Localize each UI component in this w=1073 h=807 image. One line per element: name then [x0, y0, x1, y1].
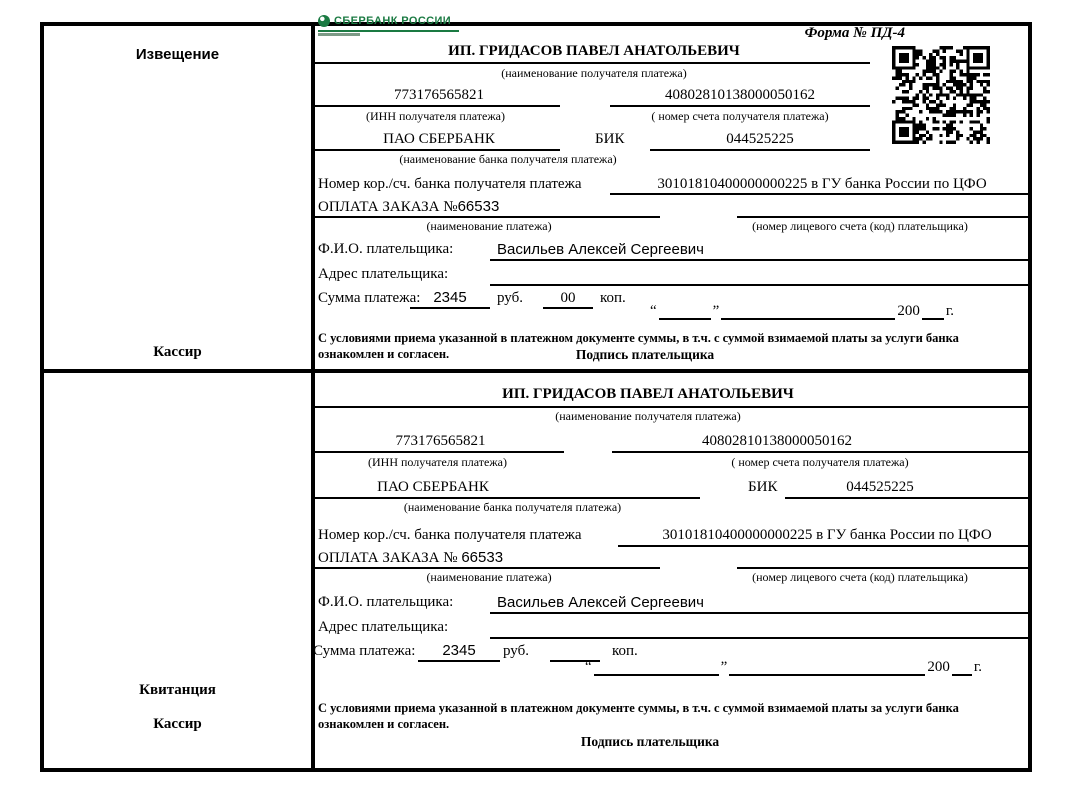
corr-account-value: 30101810400000000225 в ГУ банка России по ЦФО: [662, 527, 992, 543]
account-underline: [610, 105, 870, 107]
recipient-caption: (наименование получателя платежа): [555, 409, 741, 423]
kop-label: коп.: [600, 290, 626, 306]
account-value: 40802810138000050162: [665, 87, 815, 103]
inn-caption: (ИНН получателя платежа): [366, 109, 505, 123]
recipient-name: ИП. ГРИДАСОВ ПАВЕЛ АНАТОЛЬЕВИЧ: [502, 386, 794, 402]
form-number-title: Форма № ПД-4: [804, 25, 905, 41]
bank-caption: (наименование банка получателя платежа): [403, 500, 622, 514]
payer-address-underline: [490, 637, 1028, 639]
account-caption: ( номер счета получателя платежа): [651, 109, 829, 123]
sberbank-icon: [318, 15, 330, 27]
sum-value: 2345: [433, 289, 467, 306]
quote-open: “: [650, 303, 657, 319]
bik-value: 044525225: [846, 479, 914, 495]
notice-label: Извещение: [135, 46, 220, 63]
agreement-text-line2: ознакомлен и согласен.: [318, 717, 450, 731]
personal-account-underline: [737, 216, 1028, 218]
agreement-text-line1: С условиями приема указанной в платежном документе суммы, в т.ч. с суммой взимаемой платы за услуги банка: [318, 331, 959, 345]
quote-close: ”: [720, 659, 728, 675]
sum-underline: [418, 660, 500, 662]
recipient-underline: [311, 406, 1028, 408]
order-number: 66533: [457, 198, 500, 215]
sberbank-logo-text: СБЕРБАНК РОССИИ: [334, 15, 452, 27]
account-underline: [612, 451, 1028, 453]
date-day-blank: [659, 305, 711, 320]
payment-name-prefix: ОПЛАТА ЗАКАЗА №: [318, 550, 458, 566]
section-divider: [40, 369, 1032, 373]
bank-name: ПАО СБЕРБАНК: [383, 131, 495, 147]
account-value: 40802810138000050162: [702, 433, 852, 449]
inn-caption: (ИНН получателя платежа): [368, 455, 507, 469]
bank-underline: [311, 149, 560, 151]
payer-name-label: Ф.И.О. плательщика:: [318, 594, 454, 610]
inn-value: 773176565821: [394, 87, 484, 103]
agreement-text-line1: С условиями приема указанной в платежном документе суммы, в т.ч. с суммой взимаемой платы за услуги банка: [318, 701, 959, 715]
bik-label: БИК: [595, 131, 625, 147]
year-suffix: г.: [973, 659, 983, 675]
quote-open: “: [585, 659, 592, 675]
corr-account-value: 30101810400000000225 в ГУ банка России по ЦФО: [657, 176, 987, 192]
date-row: [585, 659, 982, 676]
rub-label: руб.: [503, 643, 529, 659]
payment-name-caption: (наименование платежа): [426, 570, 552, 584]
payment-name-underline: [311, 216, 660, 218]
account-caption: ( номер счета получателя платежа): [731, 455, 909, 469]
year-prefix: 200: [927, 659, 950, 675]
payment-name: [318, 198, 499, 216]
date-month-blank: [729, 661, 925, 676]
corr-account-label: Номер кор./сч. банка получателя платежа: [318, 176, 582, 192]
payer-name-underline: [490, 259, 1028, 261]
date-row: [650, 303, 954, 320]
bank-caption: (наименование банка получателя платежа): [399, 152, 617, 166]
kop-label: коп.: [612, 643, 638, 659]
recipient-underline: [311, 62, 870, 64]
payer-name-value: Васильев Алексей Сергеевич: [497, 241, 704, 258]
personal-account-caption: (номер лицевого счета (код) плательщика): [752, 219, 968, 233]
payer-signature-label: Подпись плательщика: [575, 347, 715, 362]
payment-name-caption: (наименование платежа): [426, 219, 552, 233]
sum-label: Сумма платежа:: [318, 290, 421, 306]
bank-underline: [311, 497, 700, 499]
sum-label: Сумма платежа:: [313, 643, 416, 659]
payer-address-underline: [490, 284, 1028, 286]
personal-account-caption: (номер лицевого счета (код) плательщика): [752, 570, 968, 584]
date-day-blank: [594, 661, 719, 676]
bik-value: 044525225: [726, 131, 794, 147]
date-year-blank: [922, 305, 944, 320]
recipient-name: ИП. ГРИДАСОВ ПАВЕЛ АНАТОЛЬЕВИЧ: [448, 43, 740, 59]
recipient-caption: (наименование получателя платежа): [501, 66, 687, 80]
kopecks-underline: [543, 307, 593, 309]
bik-underline: [785, 497, 1028, 499]
payer-address-label: Адрес плательщика:: [318, 266, 449, 282]
bank-name: ПАО СБЕРБАНК: [377, 479, 489, 495]
sum-value: 2345: [442, 642, 476, 659]
year-prefix: 200: [897, 303, 920, 319]
payer-name-label: Ф.И.О. плательщика:: [318, 241, 454, 257]
corr-account-underline: [610, 193, 1028, 195]
corr-account-underline: [618, 545, 1028, 547]
payment-name: [318, 549, 503, 567]
payment-name-underline: [311, 567, 660, 569]
kopecks-value: 00: [560, 290, 576, 306]
sberbank-logo: [318, 15, 459, 36]
payer-address-label: Адрес плательщика:: [318, 619, 449, 635]
bik-label: БИК: [748, 479, 778, 495]
year-suffix: г.: [945, 303, 955, 319]
order-number: 66533: [461, 549, 504, 566]
date-month-blank: [721, 305, 895, 320]
receipt-label: Квитанция: [139, 682, 216, 698]
rub-label: руб.: [497, 290, 523, 306]
inn-underline: [311, 105, 560, 107]
inn-value: 773176565821: [395, 433, 486, 449]
payer-signature-label: Подпись плательщика: [580, 734, 720, 749]
sberbank-logo-lockup: [318, 15, 459, 32]
sberbank-logo-subtext-bar: [318, 33, 360, 36]
agreement-text-line2: ознакомлен и согласен.: [318, 347, 450, 361]
personal-account-underline: [737, 567, 1028, 569]
qr-code: [892, 46, 990, 144]
quote-close: ”: [712, 303, 720, 319]
corr-account-label: Номер кор./сч. банка получателя платежа: [318, 527, 582, 543]
inn-underline: [311, 451, 564, 453]
cashier-label-top: Кассир: [153, 344, 202, 360]
bik-underline: [650, 149, 870, 151]
payer-name-value: Васильев Алексей Сергеевич: [497, 594, 704, 611]
sum-underline: [410, 307, 490, 309]
cashier-label-bottom: Кассир: [153, 716, 202, 732]
payment-name-prefix: ОПЛАТА ЗАКАЗА №: [318, 199, 458, 215]
date-year-blank: [952, 661, 972, 676]
payer-name-underline: [490, 612, 1028, 614]
